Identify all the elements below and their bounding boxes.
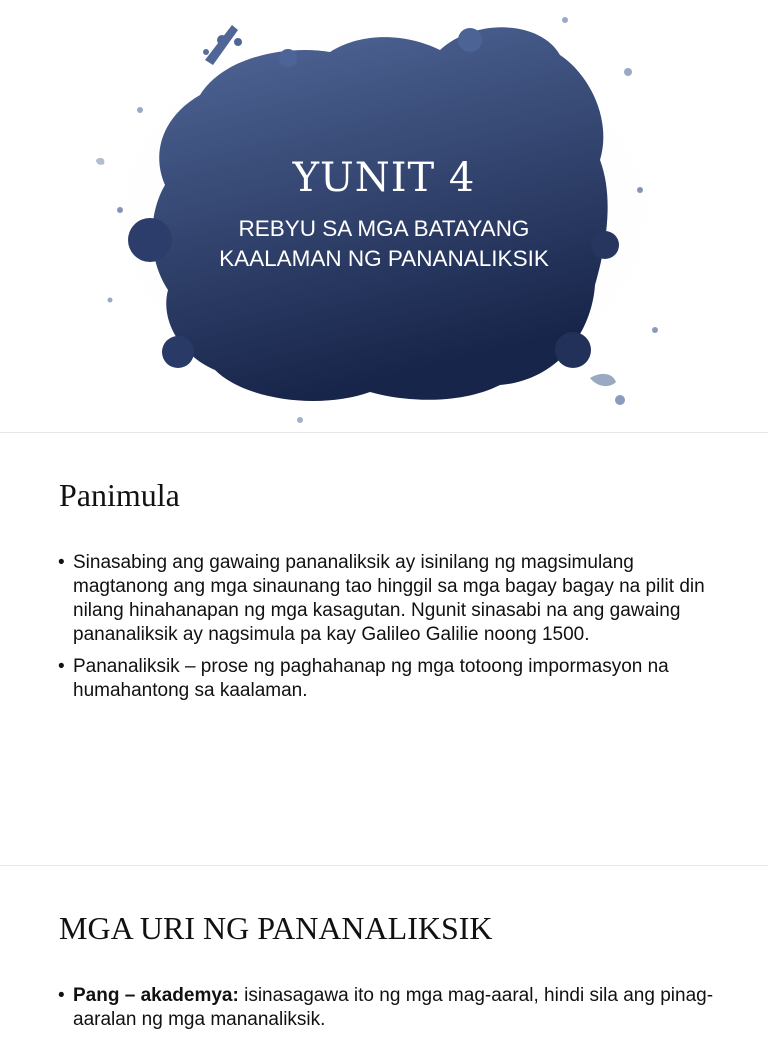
subtitle-line-1: REBYU SA MGA BATAYANG <box>238 216 530 241</box>
bullet-icon: • <box>58 552 65 573</box>
bullet-term: Pang – akademya: <box>73 985 239 1006</box>
bullet-icon: • <box>58 985 65 1006</box>
bullet-item <box>58 984 718 1032</box>
slide-heading: MGA URI NG PANANALIKSIK <box>59 910 493 946</box>
bullet-item <box>58 551 718 647</box>
slide-subtitle <box>0 214 768 274</box>
bullet-list <box>58 984 718 1040</box>
slide-title: YUNIT 4 <box>292 155 476 201</box>
title-slide <box>0 0 768 432</box>
bullet-text: isinasagawa ito ng mga mag-aaral, hindi sila ang pinag-aaralan ng mga mananaliksik. <box>73 985 714 1030</box>
subtitle-line-2: KAALAMAN NG PANANALIKSIK <box>219 246 549 271</box>
slide-heading: Panimula <box>59 477 180 513</box>
panimula-slide <box>0 433 768 865</box>
mga-uri-slide <box>0 866 768 1030</box>
bullet-item <box>58 655 718 703</box>
bullet-text: Sinasabing ang gawaing pananaliksik ay isinilang ng magsimulang magtanong ang mga sinaunang tao hinggil sa mga bagay bagay na pilit din nilang hinahanapan ng mga kasagutan. Ngunit sinasabi na ang gawaing pananaliksik ay nagsimula pa kay Galileo Galilie noong 1500. <box>73 552 705 645</box>
bullet-icon: • <box>58 656 65 677</box>
bullet-text: Pananaliksik – prose ng paghahanap ng mga totoong impormasyon na humahantong sa kaalaman. <box>73 656 669 701</box>
bullet-list <box>58 551 718 711</box>
